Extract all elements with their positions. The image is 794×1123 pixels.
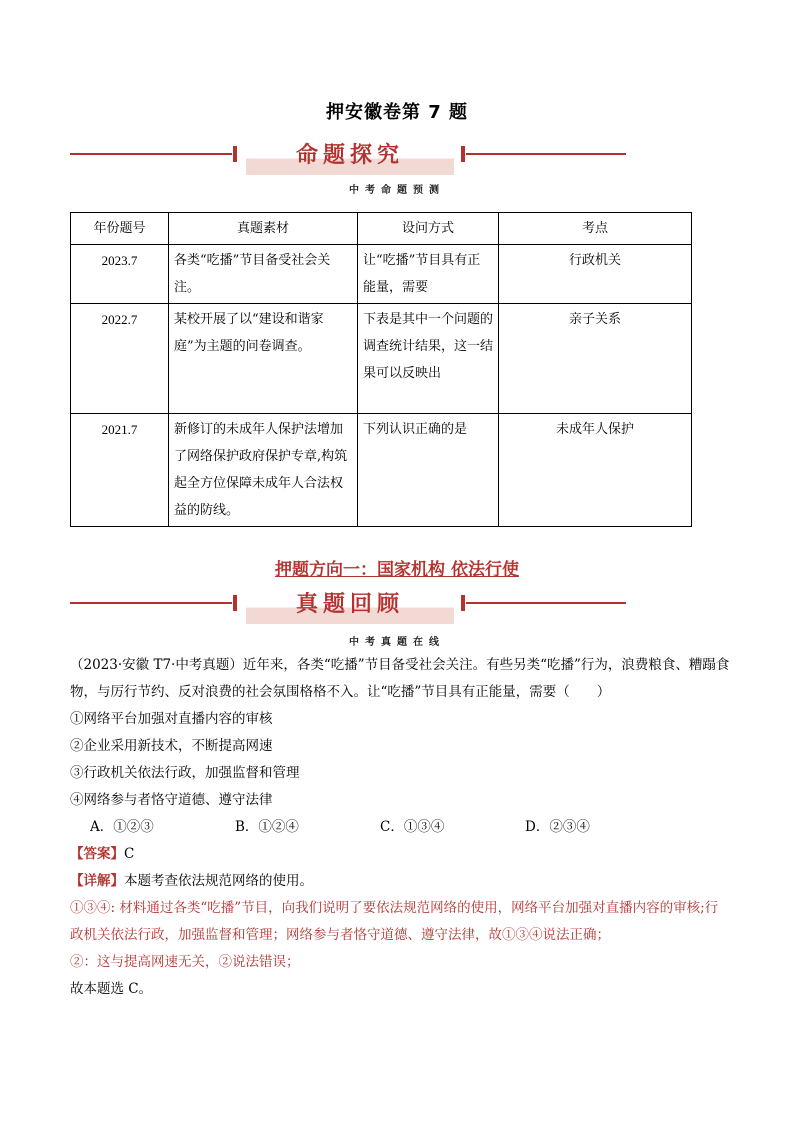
question-item: ①网络平台加强对直播内容的审核	[70, 711, 273, 727]
banner-bar-left	[233, 146, 237, 162]
detail-label: 【详解】	[70, 873, 124, 889]
table-cell-question: 下列认识正确的是	[358, 414, 499, 527]
table-cell-material: 各类“吃播”节目备受社会关注。	[169, 245, 358, 304]
option-d: D．②③④	[525, 819, 590, 835]
table-cell-material: 新修订的未成年人保护法增加了网络保护政府保护专章,构筑起全方位保障未成年人合法权益的防线。	[169, 414, 358, 527]
detail-analysis-correct: ①③④: 材料通过各类“吃播”节目，向我们说明了要依法规范网络的使用，网络平台加强对直播内容的审核;行政机关依法行政，加强监督和管理；网络参与者恪守道德、遵守法律，故①③④说法正确；	[70, 900, 719, 943]
banner-rule-left	[70, 602, 232, 604]
table-header-cell: 真题素材	[169, 213, 358, 245]
detail-line	[70, 868, 730, 895]
table-cell-year: 2021.7	[71, 414, 169, 527]
banner-subtitle: 中考命题预测	[349, 185, 445, 196]
banner-rule-right	[466, 153, 626, 155]
banner-subtitle: 中考真题在线	[349, 637, 445, 648]
question-item: ④网络参与者恪守道德、遵守法律	[70, 792, 273, 808]
table-cell-material: 某校开展了以“建设和谐家庭”为主题的问卷调查。	[169, 304, 358, 414]
topic-heading: 押题方向一：国家机构 依法行使	[275, 560, 519, 580]
table-cell-year: 2022.7	[71, 304, 169, 414]
banner-bar-right	[461, 595, 465, 611]
banner-label: 命题探究	[295, 143, 404, 168]
question-item: ②企业采用新技术，不断提高网速	[70, 738, 273, 754]
table-row	[71, 304, 692, 414]
banner-rule-left	[70, 153, 232, 155]
table-cell-point: 行政机关	[499, 245, 692, 304]
banner-bar-left	[233, 595, 237, 611]
table-cell-point: 亲子关系	[499, 304, 692, 414]
banner-bar-right	[461, 146, 465, 162]
answer-label: 【答案】	[70, 846, 124, 862]
option-c: C．①③④	[380, 819, 445, 835]
table-row	[71, 245, 692, 304]
banner-label-box	[246, 590, 454, 624]
section-banner-prediction	[70, 143, 626, 179]
table-cell-year: 2023.7	[71, 245, 169, 304]
banner-label: 真题回顾	[295, 592, 404, 617]
table-cell-point: 未成年人保护	[499, 414, 692, 527]
question-stem: （2023·安徽 T7·中考真题）近年来，各类“吃播”节目备受社会关注。有些另类“吃播”行为，浪费粮食、糟蹋食物，与厉行节约、反对浪费的社会氛围格格不入。让“吃播”节目具有正能量，需要（ ）	[70, 657, 730, 700]
answer-value: C	[124, 846, 135, 862]
answer-line	[70, 841, 730, 868]
table-header-row	[71, 213, 692, 245]
table-cell-question: 下表是其中一个问题的调查统计结果，这一结果可以反映出	[358, 304, 499, 414]
banner-rule-right	[466, 602, 626, 604]
detail-analysis-wrong: ②：这与提高网速无关，②说法错误；	[70, 954, 300, 970]
table-header-cell: 考点	[499, 213, 692, 245]
question-block	[70, 652, 730, 1003]
section-banner-review	[70, 592, 626, 628]
detail-conclusion: 故本题选 C。	[70, 981, 153, 997]
table-header-cell: 年份题号	[71, 213, 169, 245]
table-header-cell: 设问方式	[358, 213, 499, 245]
option-b: B．①②④	[235, 819, 299, 835]
table-row	[71, 414, 692, 527]
question-item: ③行政机关依法行政，加强监督和管理	[70, 765, 300, 781]
prediction-table	[70, 212, 692, 527]
table-cell-question: 让“吃播”节目具有正能量，需要	[358, 245, 499, 304]
banner-label-box	[246, 141, 454, 175]
option-a: A．①②③	[90, 819, 154, 835]
options-row	[70, 814, 730, 841]
detail-text: 本题考查依法规范网络的使用。	[124, 873, 313, 889]
page-title: 押安徽卷第 7 题	[325, 102, 469, 123]
